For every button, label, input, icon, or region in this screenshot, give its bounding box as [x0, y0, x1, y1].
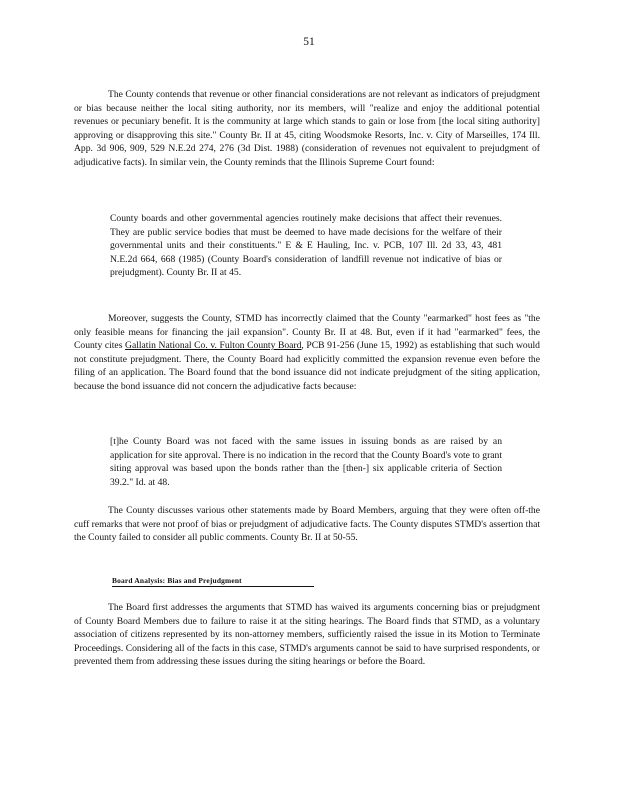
- paragraph-text-a: Moreover, suggests the County, STMD has incorrectly claimed that the County "earmarked" host fees as "the only feasible means for financing the jail expansion". County Br. II at 48. But, even if it had "earmarked" fees, the County cites: [74, 313, 540, 352]
- paragraph-county-discusses: [74, 504, 540, 545]
- block-quote-bond-issuance: [110, 435, 502, 489]
- paragraph-text: The County discusses various other statements made by Board Members, arguing that they were often off-the cuff remarks that were not proof of bias or prejudgment of adjudicative facts. The County disputes STMD's assertion that the County failed to consider all public comments. County Br. II at 50-55.: [74, 505, 540, 544]
- page-number: 51: [303, 36, 315, 48]
- case-name-gallatin: Gallatin National Co. v. Fulton County Board: [125, 340, 302, 352]
- paragraph-board-addresses: [74, 601, 540, 669]
- paragraph-text-b: , PCB 91-256 (June 15, 1992) as establishing that such would not constitute prejudgment. There, the County Board had explicitly committed the expansion revenue even before the filing of an application. The Board found that the bond issuance did not indicate prejudgment of the siting application, because the bond issuance did not concern the adjudicative facts because:: [74, 340, 540, 392]
- paragraph-text: The Board first addresses the arguments that STMD has waived its arguments concerning bias or prejudgment of County Board Members due to failure to raise it at the siting hearings. The Board finds that STMD, as a voluntary association of citizens represented by its non-attorney members, sufficiently raised the issue in its Motion to Terminate Proceedings. Considering all of the facts in this case, STMD's arguments cannot be said to have surprised respondents, or prevented them from addressing these issues during the siting hearings or before the Board.: [74, 602, 540, 668]
- block-quote-e-and-e-hauling: [110, 212, 502, 280]
- paragraph-moreover: [74, 312, 540, 394]
- section-heading: Board Analysis: Bias and Prejudgment: [112, 576, 314, 587]
- quote-text: [t]he County Board was not faced with the same issues in issuing bonds as are raised by an application for site approval. There is no indication in the record that the County Board's vote to grant siting approval was based upon the bonds rather than the [then-] six applicable criteria of Section 39.2." Id. at 48.: [110, 436, 502, 488]
- paragraph-county-contends: [74, 88, 540, 170]
- quote-text: County boards and other governmental agencies routinely make decisions that affect their revenues. They are public service bodies that must be deemed to have made decisions for the welfare of their governmental units and their constituents." E & E Hauling, Inc. v. PCB, 107 Ill. 2d 33, 43, 481 N.E.2d 664, 668 (1985) (County Board's consideration of landfill revenue not indicative of bias or prejudgment). County Br. II at 45.: [110, 213, 502, 279]
- paragraph-text: The County contends that revenue or other financial considerations are not relevant as indicators of prejudgment or bias because neither the local siting authority, nor its members, will "realize and enjoy the additional potential revenues or pecuniary benefit. It is the community at large which stands to gain or lose from [the local siting authority] approving or disapproving this site." County Br. II at 45, citing Woodsmoke Resorts, Inc. v. City of Marseilles, 174 Ill. App. 3d 906, 909, 529 N.E.2d 274, 276 (3d Dist. 1988) (consideration of revenues not equivalent to prejudgment of adjudicative facts). In similar vein, the County reminds that the Illinois Supreme Court found:: [74, 89, 540, 168]
